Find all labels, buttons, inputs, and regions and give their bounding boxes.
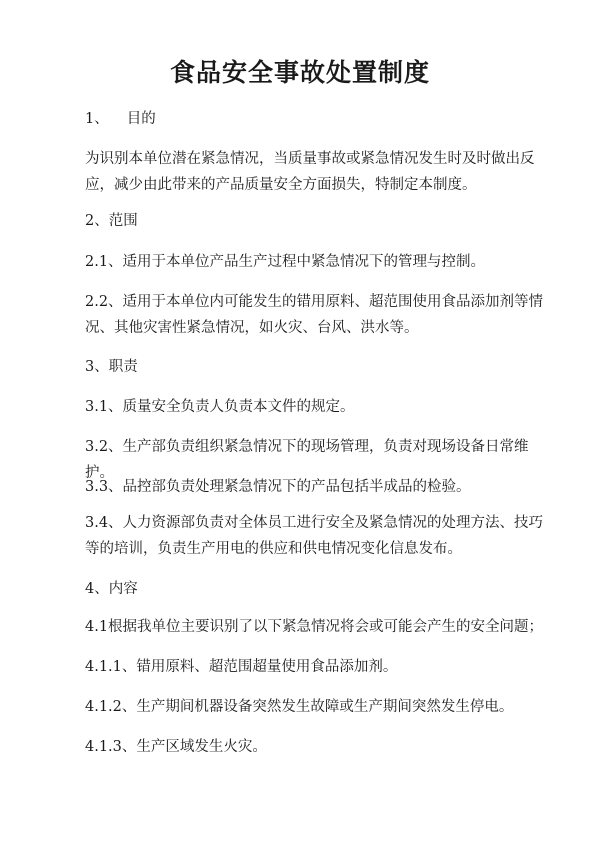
section-1-body: 为识别本单位潜在紧急情况，当质量事故或紧急情况发生时及时做出反应，减少由此带来的产品质量安全方面损失，特制定本制度。 [85,151,535,193]
section-2-heading: 2、范围 [85,213,138,229]
section-3-2: 3.2、生产部负责组织紧急情况下的现场管理，负责对现场设备日常维护。 [85,439,529,481]
section-3-4: 3.4、人力资源部负责对全体员工进行安全及紧急情况的处理方法、技巧等的培训，负责生产用电的供应和供电情况变化信息发布。 [85,515,544,557]
document-title: 食品安全事故处置制度 [169,58,430,87]
section-3-1: 3.1、质量安全负责人负责本文件的规定。 [85,399,355,415]
section-2-1: 2.1、适用于本单位产品生产过程中紧急情况下的管理与控制。 [85,254,486,270]
section-4-1-1: 4.1.1、错用原料、超范围超量使用食品添加剂。 [85,659,398,675]
section-4-1-3: 4.1.3、生产区域发生火灾。 [85,739,267,755]
section-2-2: 2.2、适用于本单位内可能发生的错用原料、超范围使用食品添加剂等情况、其他灾害性紧急情况，如火灾、台风、洪水等。 [85,294,544,336]
section-3-3: 3.3、品控部负责处理紧急情况下的产品包括半成品的检验。 [85,479,471,495]
section-4-1: 4.1根据我单位主要识别了以下紧急情况将会或可能会产生的安全问题； [85,619,544,635]
section-4-heading: 4、内容 [85,581,138,597]
section-1-title: 目的 [126,111,156,127]
section-1-number: 1、 [85,111,109,127]
section-4-1-2: 4.1.2、生产期间机器设备突然发生故障或生产期间突然发生停电。 [85,699,514,715]
section-3-heading: 3、职责 [85,359,138,375]
section-1-heading [85,106,555,132]
